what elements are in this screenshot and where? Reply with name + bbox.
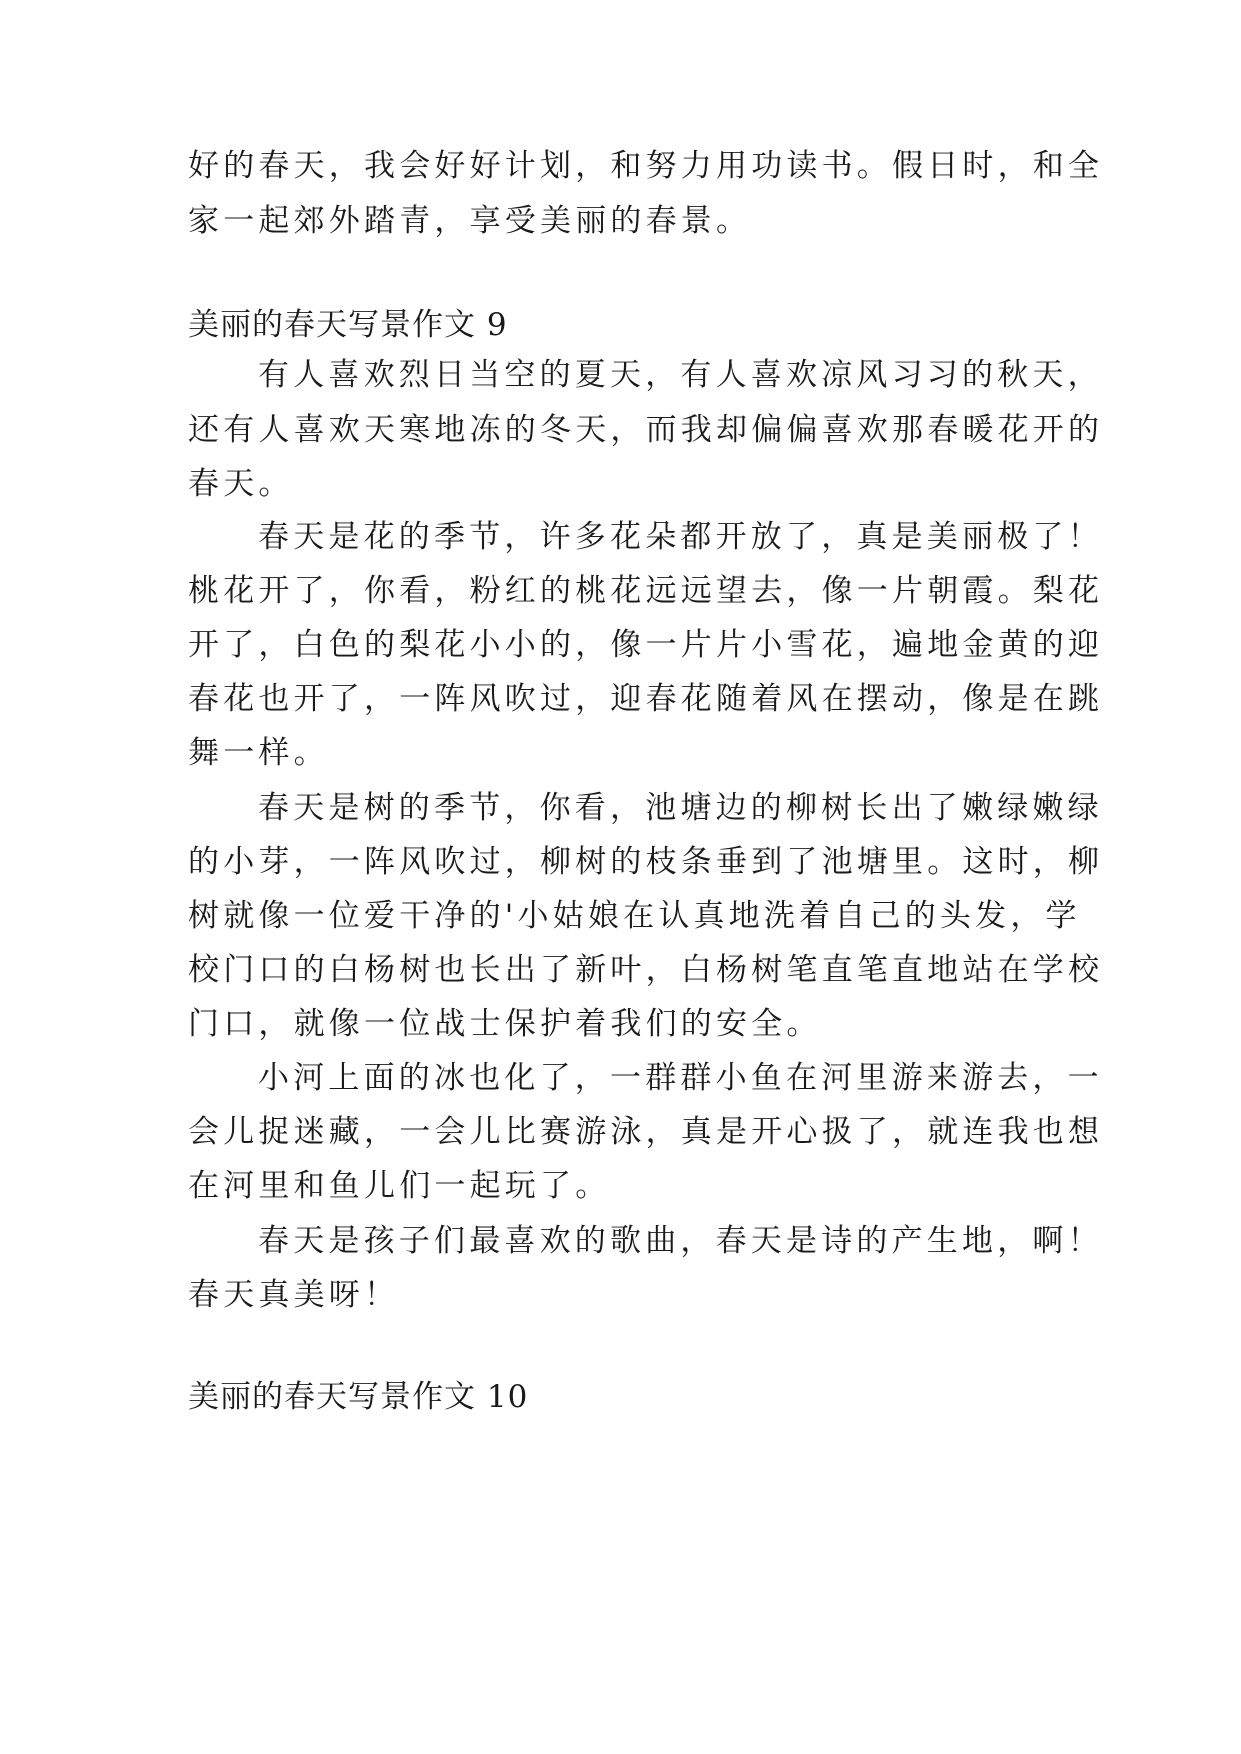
- paragraph-line: 春花也开了，一阵风吹过，迎春花随着风在摆动，像是在跳: [188, 681, 1104, 717]
- paragraph-line: 春天。: [188, 466, 294, 502]
- paragraph-line: 开了，白色的梨花小小的，像一片片小雪花，遍地金黄的迎: [188, 627, 1104, 663]
- paragraph-line: 的小芽，一阵风吹过，柳树的枝条垂到了池塘里。这时，柳: [188, 844, 1104, 880]
- paragraph-line: 春天是花的季节，许多花朵都开放了，真是美丽极了！: [258, 519, 1103, 555]
- paragraph-line: 还有人喜欢天寒地冻的冬天，而我却偏偏喜欢那春暖花开的: [188, 412, 1104, 448]
- paragraph-line: 春天是孩子们最喜欢的歌曲，春天是诗的产生地，啊！: [258, 1223, 1103, 1259]
- paragraph-line: 树就像一位爱干净的'小姑娘在认真地洗着自己的头发，学: [188, 898, 1081, 934]
- paragraph-line: 在河里和鱼儿们一起玩了。: [188, 1168, 611, 1204]
- paragraph-line: 好的春天，我会好好计划，和努力用功读书。假日时，和全: [188, 148, 1104, 184]
- section-title: 美丽的春天写景作文 10: [188, 1379, 529, 1415]
- paragraph-line: 小河上面的冰也化了，一群群小鱼在河里游来游去，一: [258, 1060, 1103, 1096]
- paragraph-line: 校门口的白杨树也长出了新叶，白杨树笔直笔直地站在学校: [188, 952, 1104, 988]
- paragraph-line: 有人喜欢烈日当空的夏天，有人喜欢凉风习习的秋天，: [258, 357, 1103, 393]
- paragraph-line: 桃花开了，你看，粉红的桃花远远望去，像一片朝霞。梨花: [188, 573, 1104, 609]
- paragraph-line: 门口，就像一位战士保护着我们的安全。: [188, 1006, 822, 1042]
- paragraph-line: 家一起郊外踏青，享受美丽的春景。: [188, 203, 752, 239]
- section-title: 美丽的春天写景作文 9: [188, 307, 508, 343]
- paragraph-line: 春天是树的季节，你看，池塘边的柳树长出了嫩绿嫩绿: [258, 790, 1103, 826]
- paragraph-line: 舞一样。: [188, 735, 329, 771]
- paragraph-line: 会儿捉迷藏，一会儿比赛游泳，真是开心扱了，就连我也想: [188, 1114, 1104, 1150]
- paragraph-line: 春天真美呀！: [188, 1277, 400, 1313]
